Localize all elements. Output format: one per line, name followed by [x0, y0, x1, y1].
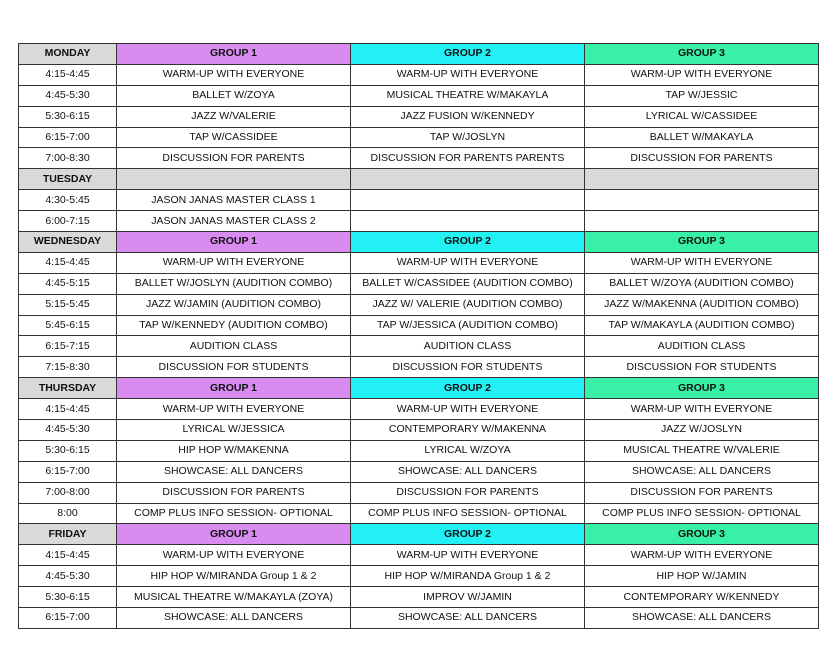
class-cell: DISCUSSION FOR STUDENTS: [585, 357, 819, 378]
group-header-1: GROUP 1: [117, 524, 351, 545]
class-cell: JAZZ W/JAMIN (AUDITION COMBO): [117, 294, 351, 315]
class-cell: JAZZ FUSION W/KENNEDY: [351, 106, 585, 127]
class-cell: TAP W/JESSIC: [585, 85, 819, 106]
time-cell: 4:15-4:45: [19, 252, 117, 273]
empty-header-cell: [585, 169, 819, 190]
time-cell: 7:00-8:30: [19, 148, 117, 169]
group-header-1: GROUP 1: [117, 44, 351, 65]
empty-header-cell: [117, 169, 351, 190]
table-row: [19, 106, 819, 127]
time-cell: 6:00-7:15: [19, 211, 117, 232]
day-label: THURSDAY: [19, 378, 117, 399]
class-cell: DISCUSSION FOR PARENTS: [585, 482, 819, 503]
time-cell: 6:15-7:00: [19, 608, 117, 629]
class-cell: TAP W/JESSICA (AUDITION COMBO): [351, 315, 585, 336]
group-header-3: GROUP 3: [585, 232, 819, 253]
class-cell: CONTEMPORARY W/MAKENNA: [351, 420, 585, 441]
class-cell: WARM-UP WITH EVERYONE: [351, 545, 585, 566]
class-cell: HIP HOP W/MAKENNA: [117, 440, 351, 461]
class-cell: WARM-UP WITH EVERYONE: [351, 64, 585, 85]
class-cell: WARM-UP WITH EVERYONE: [117, 545, 351, 566]
class-cell: DISCUSSION FOR PARENTS: [117, 482, 351, 503]
table-row: [19, 85, 819, 106]
table-row: [19, 545, 819, 566]
table-row: [19, 482, 819, 503]
class-cell: SHOWCASE: ALL DANCERS: [117, 608, 351, 629]
class-cell: WARM-UP WITH EVERYONE: [351, 252, 585, 273]
table-row: [19, 148, 819, 169]
class-cell: WARM-UP WITH EVERYONE: [585, 399, 819, 420]
table-row: [19, 420, 819, 441]
class-cell: LYRICAL W/ZOYA: [351, 440, 585, 461]
class-cell: HIP HOP W/JAMIN: [585, 566, 819, 587]
class-cell: JASON JANAS MASTER CLASS 1: [117, 190, 351, 211]
class-cell: WARM-UP WITH EVERYONE: [585, 64, 819, 85]
class-cell: LYRICAL W/CASSIDEE: [585, 106, 819, 127]
table-row: [19, 503, 819, 524]
class-cell: BALLET W/CASSIDEE (AUDITION COMBO): [351, 273, 585, 294]
class-cell: WARM-UP WITH EVERYONE: [117, 64, 351, 85]
day-header-row: [19, 169, 819, 190]
table-row: [19, 587, 819, 608]
class-cell: COMP PLUS INFO SESSION- OPTIONAL: [585, 503, 819, 524]
class-cell: BALLET W/JOSLYN (AUDITION COMBO): [117, 273, 351, 294]
time-cell: 5:30-6:15: [19, 587, 117, 608]
class-cell: TAP W/MAKAYLA (AUDITION COMBO): [585, 315, 819, 336]
time-cell: 4:15-4:45: [19, 64, 117, 85]
class-cell: SHOWCASE: ALL DANCERS: [585, 608, 819, 629]
group-header-2: GROUP 2: [351, 44, 585, 65]
table-row: [19, 273, 819, 294]
class-cell: SHOWCASE: ALL DANCERS: [351, 461, 585, 482]
group-header-1: GROUP 1: [117, 378, 351, 399]
time-cell: 8:00: [19, 503, 117, 524]
time-cell: 4:15-4:45: [19, 545, 117, 566]
class-cell: WARM-UP WITH EVERYONE: [117, 252, 351, 273]
class-cell: DISCUSSION FOR PARENTS PARENTS: [351, 148, 585, 169]
table-row: [19, 566, 819, 587]
time-cell: 7:15-8:30: [19, 357, 117, 378]
time-cell: 4:45-5:30: [19, 566, 117, 587]
class-cell: WARM-UP WITH EVERYONE: [585, 252, 819, 273]
class-cell: [351, 211, 585, 232]
class-cell: HIP HOP W/MIRANDA Group 1 & 2: [117, 566, 351, 587]
class-cell: WARM-UP WITH EVERYONE: [351, 399, 585, 420]
time-cell: 4:45-5:30: [19, 85, 117, 106]
class-cell: IMPROV W/JAMIN: [351, 587, 585, 608]
day-label: MONDAY: [19, 44, 117, 65]
class-cell: WARM-UP WITH EVERYONE: [585, 545, 819, 566]
class-cell: COMP PLUS INFO SESSION- OPTIONAL: [351, 503, 585, 524]
class-cell: COMP PLUS INFO SESSION- OPTIONAL: [117, 503, 351, 524]
time-cell: 5:30-6:15: [19, 106, 117, 127]
class-cell: JAZZ W/JOSLYN: [585, 420, 819, 441]
day-label: TUESDAY: [19, 169, 117, 190]
time-cell: 6:15-7:00: [19, 461, 117, 482]
time-cell: 5:15-5:45: [19, 294, 117, 315]
time-cell: 4:45-5:30: [19, 420, 117, 441]
time-cell: 7:00-8:00: [19, 482, 117, 503]
class-cell: [351, 190, 585, 211]
time-cell: 5:30-6:15: [19, 440, 117, 461]
empty-header-cell: [351, 169, 585, 190]
group-header-2: GROUP 2: [351, 378, 585, 399]
group-header-1: GROUP 1: [117, 232, 351, 253]
class-cell: DISCUSSION FOR PARENTS: [117, 148, 351, 169]
class-cell: TAP W/KENNEDY (AUDITION COMBO): [117, 315, 351, 336]
class-cell: DISCUSSION FOR PARENTS: [351, 482, 585, 503]
class-cell: AUDITION CLASS: [585, 336, 819, 357]
class-cell: MUSICAL THEATRE W/MAKAYLA: [351, 85, 585, 106]
table-row: [19, 190, 819, 211]
table-row: [19, 461, 819, 482]
day-header-row: [19, 232, 819, 253]
group-header-3: GROUP 3: [585, 44, 819, 65]
class-cell: SHOWCASE: ALL DANCERS: [351, 608, 585, 629]
class-cell: LYRICAL W/JESSICA: [117, 420, 351, 441]
day-label: FRIDAY: [19, 524, 117, 545]
class-cell: BALLET W/ZOYA (AUDITION COMBO): [585, 273, 819, 294]
group-header-2: GROUP 2: [351, 524, 585, 545]
table-row: [19, 608, 819, 629]
table-row: [19, 64, 819, 85]
day-label: WEDNESDAY: [19, 232, 117, 253]
class-cell: DISCUSSION FOR PARENTS: [585, 148, 819, 169]
class-cell: JASON JANAS MASTER CLASS 2: [117, 211, 351, 232]
table-row: [19, 315, 819, 336]
class-cell: SHOWCASE: ALL DANCERS: [117, 461, 351, 482]
table-row: [19, 336, 819, 357]
table-row: [19, 399, 819, 420]
time-cell: 6:15-7:00: [19, 127, 117, 148]
time-cell: 4:45-5:15: [19, 273, 117, 294]
day-header-row: [19, 524, 819, 545]
class-cell: [585, 190, 819, 211]
class-cell: WARM-UP WITH EVERYONE: [117, 399, 351, 420]
group-header-3: GROUP 3: [585, 378, 819, 399]
class-cell: AUDITION CLASS: [117, 336, 351, 357]
class-cell: BALLET W/ZOYA: [117, 85, 351, 106]
class-cell: JAZZ W/VALERIE: [117, 106, 351, 127]
class-cell: HIP HOP W/MIRANDA Group 1 & 2: [351, 566, 585, 587]
class-cell: CONTEMPORARY W/KENNEDY: [585, 587, 819, 608]
class-cell: JAZZ W/MAKENNA (AUDITION COMBO): [585, 294, 819, 315]
class-cell: [585, 211, 819, 232]
class-cell: JAZZ W/ VALERIE (AUDITION COMBO): [351, 294, 585, 315]
class-cell: DISCUSSION FOR STUDENTS: [351, 357, 585, 378]
class-cell: BALLET W/MAKAYLA: [585, 127, 819, 148]
day-header-row: [19, 44, 819, 65]
class-cell: SHOWCASE: ALL DANCERS: [585, 461, 819, 482]
class-cell: AUDITION CLASS: [351, 336, 585, 357]
time-cell: 4:30-5:45: [19, 190, 117, 211]
table-row: [19, 440, 819, 461]
group-header-3: GROUP 3: [585, 524, 819, 545]
class-cell: MUSICAL THEATRE W/MAKAYLA (ZOYA): [117, 587, 351, 608]
table-row: [19, 357, 819, 378]
class-cell: DISCUSSION FOR STUDENTS: [117, 357, 351, 378]
time-cell: 5:45-6:15: [19, 315, 117, 336]
schedule-table: [18, 43, 819, 629]
group-header-2: GROUP 2: [351, 232, 585, 253]
table-row: [19, 127, 819, 148]
class-cell: MUSICAL THEATRE W/VALERIE: [585, 440, 819, 461]
day-header-row: [19, 378, 819, 399]
table-row: [19, 294, 819, 315]
time-cell: 4:15-4:45: [19, 399, 117, 420]
schedule-body: [19, 44, 819, 629]
time-cell: 6:15-7:15: [19, 336, 117, 357]
table-row: [19, 252, 819, 273]
class-cell: TAP W/CASSIDEE: [117, 127, 351, 148]
class-cell: TAP W/JOSLYN: [351, 127, 585, 148]
table-row: [19, 211, 819, 232]
